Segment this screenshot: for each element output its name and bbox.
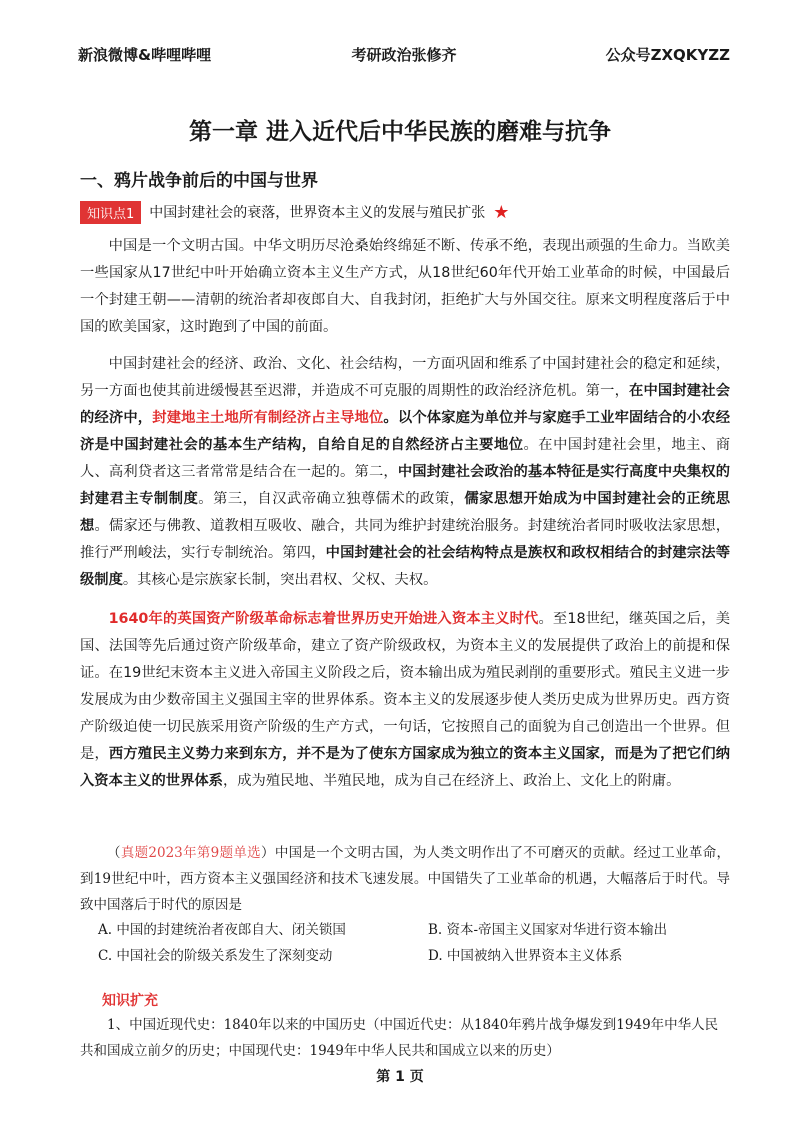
extension-title: 知识扩充 [102,993,158,1009]
p2-bold: 中国封建社会的社会结构特点是族权和政权相结合的封建宗法等级制度 [80,545,731,588]
p2-text: 。第三，自汉武帝确立独尊儒术的政策， [198,491,465,507]
extension-body: 1、中国近现代史：1840年以来的中国历史（中国近代史：从1840年鸦片战争爆发到1949年中华人民共和国成立前夕的历史；中国现代史：1949年中华人民共和国成立以来的历史） [80,1017,719,1059]
knowledge-point-title: 中国封建社会的衰落，世界资本主义的发展与殖民扩张 [149,205,486,221]
p2-text: 。儒家还与佛教、道教相互吸收、融合，共同为维护封建统治服务。封建统治者同时吸收法家思想，推行严刑峻法，实行专制统治。第四， [80,518,731,561]
p2-bold: 中国封建社会政治的基本特征是实行高度中央集权的封建君主专制制度 [80,464,731,507]
header-wechat-account: 公众号ZXQKYZZ [605,46,730,64]
p2-bold: 。以个体家庭为单位并与家庭手工业牢固结合的小农经济是中国封建社会的基本生产结构，自给自足的自然经济占主要地位 [80,410,731,453]
p2-bold: 在中国封建社会的经济中， [80,383,730,426]
chapter-title: 第一章 进入近代后中华民族的磨难与抗争 [188,119,611,145]
exam-question [80,840,730,918]
p3-text: 。至18世纪，继英国之后，美国、法国等先后通过资产阶级革命，建立了资产阶级政权，为资本主义的发展提供了政治上的前提和保证。在19世纪末资本主义进入帝国主义阶段之后，资本输出成为殖民剥削的重要形式。殖民主义进一步发展成为由少数帝国主义强国主宰的世界体系。资本主义的发展逐步使人类历史成为世界历史。西方资产阶级迫使一切民族采用资产阶级的生产方式，一句话，它按照自己的面貌为自己创造出一个世界。但是， [80,611,730,762]
paragraph-2 [80,351,730,594]
page-header [78,44,730,68]
header-weibo-bilibili: 新浪微博&哔哩哔哩 [78,46,212,64]
option-b: B. 资本-帝国主义国家对华进行资本输出 [428,922,668,938]
star-icon: ★ [493,201,510,223]
section-title: 一、鸦片战争前后的中国与世界 [80,171,318,191]
paragraph-1: 中国是一个文明古国。中华文明历尽沧桑始终绵延不断、传承不绝，表现出顽强的生命力。当欧美一些国家从17世纪中叶开始确立资本主义生产方式，从18世纪60年代开始工业革命的时候，中国最后一个封建王朝——清朝的统治者却夜郎自大、自我封闭，拒绝扩大与外国交往。原来文明程度落后于中国的欧美国家，这时跑到了中国的前面。 [80,238,730,335]
knowledge-point-badge: 知识点1 [80,201,141,224]
p2-text: 。其核心是宗族家长制，突出君权、父权、夫权。 [122,572,438,588]
paragraph-3 [80,606,730,795]
option-c: C. 中国社会的阶级关系发生了深刻变动 [98,948,333,964]
p3-bold: 西方殖民主义势力来到东方，并不是为了使东方国家成为独立的资本主义国家，而是为了把它们纳入资本主义的世界体系 [80,746,731,789]
p2-bold: 儒家思想开始成为中国封建社会的正统思想 [80,491,731,534]
option-a: A. 中国的封建统治者夜郎自大、闭关锁国 [98,922,346,938]
header-author: 考研政治张修齐 [351,46,457,64]
question-tag: 真题2023年第9题单选 [120,845,261,861]
question-close-paren: ） [261,845,275,861]
page-number: 第 1 页 [376,1069,424,1085]
p2-highlight: 封建地主土地所有制经济占主导地位 [152,410,384,426]
question-body: 中国是一个文明古国，为人类文明作出了不可磨灭的贡献。经过工业革命，到19世纪中叶，西方资本主义强国经济和技术飞速发展。中国错失了工业革命的机遇，大幅落后于时代。导致中国落后于时代的原因是 [80,845,731,913]
option-d: D. 中国被纳入世界资本主义体系 [428,948,623,964]
p3-highlight: 1640年的英国资产阶级革命标志着世界历史开始进入资本主义时代 [108,611,539,627]
question-open-paren: （ [107,845,121,861]
knowledge-point-row [80,201,730,223]
question-body-wrap [80,840,730,918]
p2-text: 中国封建社会的经济、政治、文化、社会结构，一方面巩固和维系了中国封建社会的稳定和延续，另一方面也使其前进缓慢甚至迟滞，并造成不可克服的周期性的政治经济危机。第一， [80,356,730,399]
p2-text: 。在中国封建社会里，地主、商人、高利贷者这三者常常是结合在一起的。第二， [80,437,731,480]
p3-text: ，成为殖民地、半殖民地，成为自己在经济上、政治上、文化上的附庸。 [222,773,681,789]
